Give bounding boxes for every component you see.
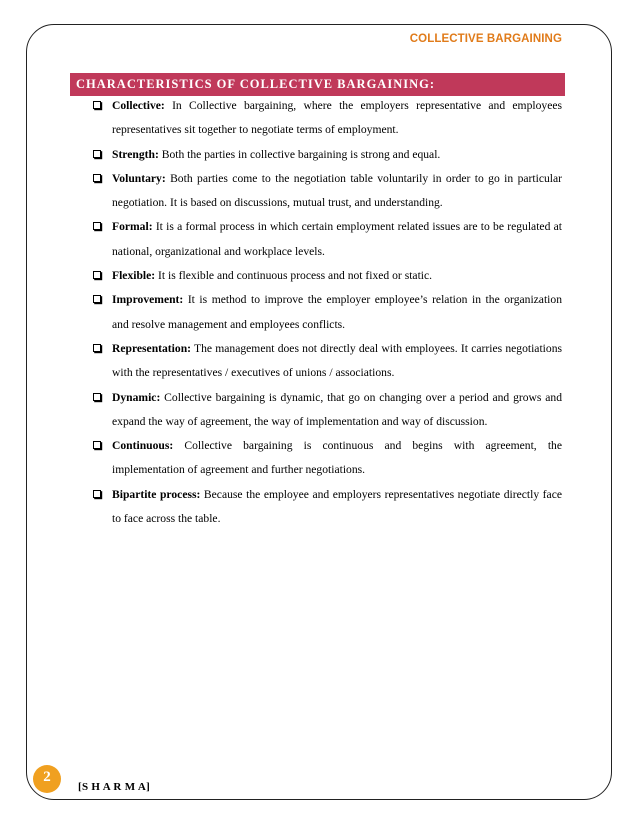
list-item xyxy=(90,434,562,483)
item-text: The management does not directly deal with employees. It carries negotiations with the representatives / executives of unions / associations. xyxy=(112,341,562,380)
item-term: Strength: xyxy=(112,147,159,161)
item-text: In Collective bargaining, where the employers representative and employees representatives sit together to negotiate terms of employment. xyxy=(112,99,562,137)
checkbox-bullet-icon xyxy=(93,295,101,303)
item-text: It is a formal process in which certain employment related issues are to be regulated at national, organizational and workplace levels. xyxy=(112,220,562,258)
page-number: 2 xyxy=(43,769,51,785)
header-title: COLLECTIVE BARGAINING xyxy=(409,33,562,45)
checkbox-bullet-icon xyxy=(93,393,101,401)
characteristics-list xyxy=(90,94,562,531)
checkbox-bullet-icon xyxy=(93,441,101,449)
item-term: Continuous: xyxy=(112,439,174,453)
checkbox-bullet-icon xyxy=(93,344,101,352)
list-item xyxy=(90,288,562,337)
list-item xyxy=(90,337,562,386)
list-item xyxy=(90,264,562,288)
list-item xyxy=(90,94,562,143)
checkbox-bullet-icon xyxy=(93,174,101,182)
item-term: Voluntary: xyxy=(112,171,166,185)
item-term: Representation: xyxy=(112,341,191,355)
item-term: Flexible: xyxy=(112,269,156,283)
item-text: Collective bargaining is dynamic, that go on changing over a period and grows and expand the way of agreement, the way of implementation and way of discussion. xyxy=(112,390,562,428)
item-text: It is flexible and continuous process and not fixed or static. xyxy=(155,269,433,283)
item-term: Dynamic: xyxy=(112,390,161,404)
checkbox-bullet-icon xyxy=(93,222,101,230)
section-heading-bar xyxy=(70,73,565,96)
list-item xyxy=(90,386,562,435)
checkbox-bullet-icon xyxy=(93,490,101,498)
page-number-badge xyxy=(33,765,61,793)
section-title: CHARACTERISTICS OF COLLECTIVE BARGAINING: xyxy=(76,77,435,91)
list-item xyxy=(90,483,562,532)
list-item xyxy=(90,167,562,216)
checkbox-bullet-icon xyxy=(93,150,101,158)
item-text: It is method to improve the employer employee’s relation in the organization and resolve management and employees conflicts. xyxy=(112,293,562,331)
item-text: Both the parties in collective bargaining is strong and equal. xyxy=(158,147,441,161)
item-text: Because the employee and employers representatives negotiate directly face to face across the table. xyxy=(112,487,562,526)
item-term: Bipartite process: xyxy=(112,487,201,501)
checkbox-bullet-icon xyxy=(93,271,101,279)
checkbox-bullet-icon xyxy=(93,101,101,109)
item-term: Formal: xyxy=(112,220,153,234)
list-item xyxy=(90,215,562,264)
footer-author: [S H A R M A] xyxy=(78,781,151,793)
list-item xyxy=(90,143,562,167)
item-text: Collective bargaining is continuous and begins with agreement, the implementation of agreement and further negotiations. xyxy=(112,439,562,477)
item-term: Collective: xyxy=(112,99,165,112)
item-text: Both parties come to the negotiation table voluntarily in order to go in particular negotiation. It is based on discussions, mutual trust, and understanding. xyxy=(112,171,562,210)
item-term: Improvement: xyxy=(112,293,184,307)
